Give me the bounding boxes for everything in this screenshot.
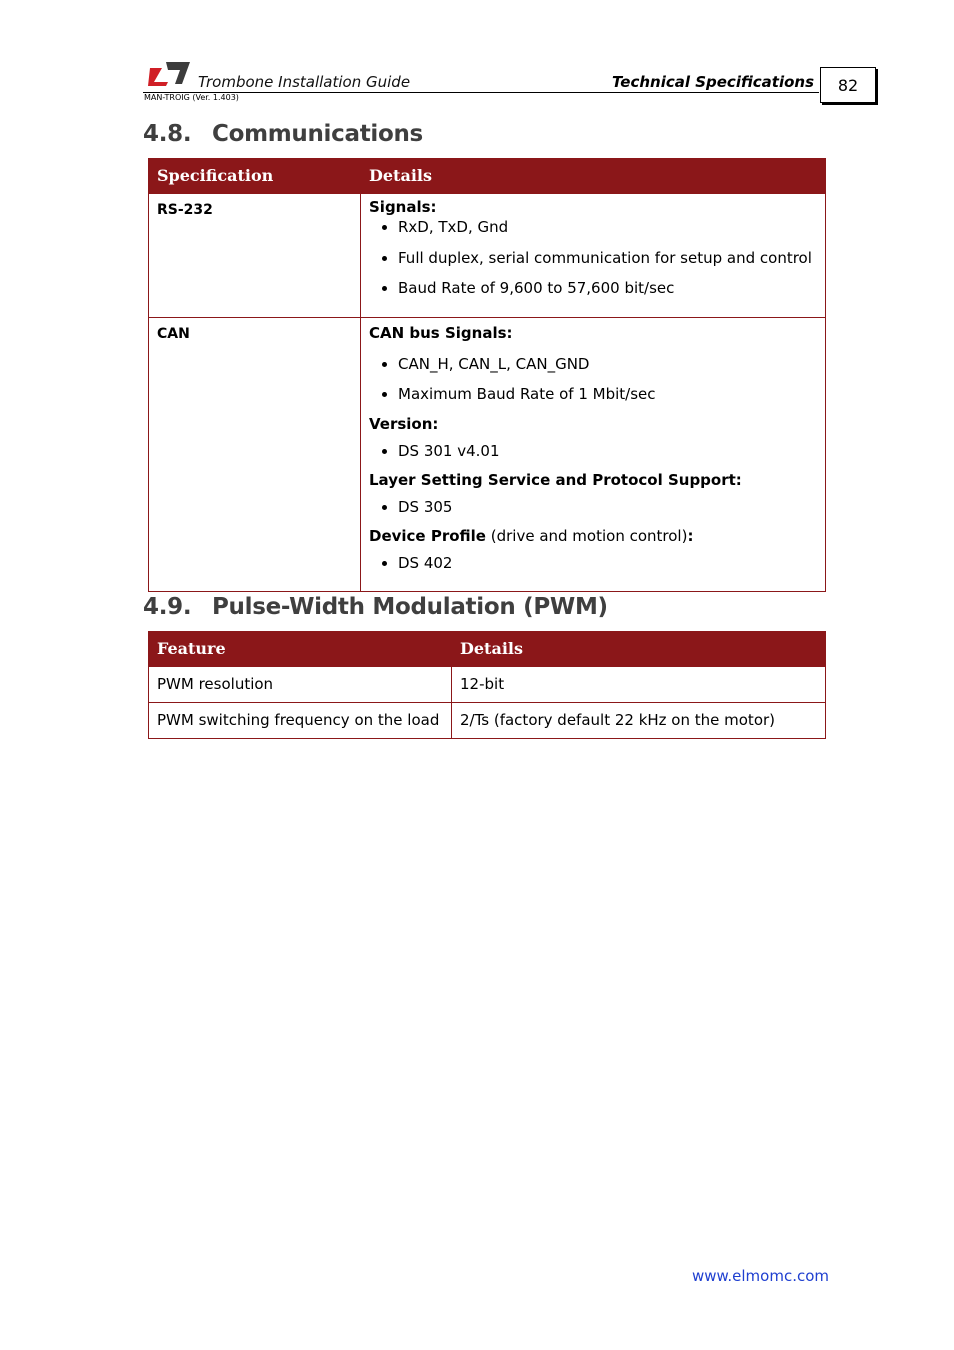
heading-pwm [143,594,608,620]
table-row [149,317,826,591]
signals-label: Signals: [369,197,437,216]
feature-cell: PWM resolution [149,666,452,702]
profile-note: (drive and motion control) [485,526,688,545]
header-divider [143,92,819,93]
version-label: Version: [369,414,439,433]
table-header-row [149,158,826,193]
document-title: Trombone Installation Guide [198,73,411,91]
profile-label-line [369,525,817,547]
can-signals-list [369,353,817,405]
list-item: • RxD, TxD, Gnd [398,216,817,238]
profile-colon: : [687,526,694,545]
details-cell: 2/Ts (factory default 22 kHz on the motor) [452,702,826,738]
lss-label: Layer Setting Service and Protocol Support: [369,470,742,489]
pwm-table [148,631,826,739]
feature-cell: PWM switching frequency on the load [149,702,452,738]
profile-list [369,552,817,574]
heading-number: 4.9. [143,594,192,620]
details-can [361,317,826,591]
page-number: 82 [820,67,876,103]
lss-list [369,496,817,518]
list-item: • Full duplex, serial communication for setup and control [398,247,817,269]
table-row [149,666,826,702]
heading-text: Pulse-Width Modulation (PWM) [212,594,608,620]
heading-communications [143,121,423,147]
table-row [149,702,826,738]
column-header-specification: Specification [149,158,361,193]
list-item: • CAN_H, CAN_L, CAN_GND [398,353,817,375]
communications-table [148,158,826,592]
elmo-logo-icon [148,58,190,88]
spec-can: CAN [149,317,361,591]
heading-text: Communications [212,121,423,147]
list-item: • Maximum Baud Rate of 1 Mbit/sec [398,383,817,405]
table-row [149,193,826,317]
document-version: MAN-TROIG (Ver. 1.403) [144,93,239,102]
profile-label: Device Profile [369,526,486,545]
version-list [369,440,817,462]
list-item: • DS 305 [398,496,817,518]
list-item: • Baud Rate of 9,600 to 57,600 bit/sec [398,277,817,299]
spec-rs232: RS-232 [149,193,361,317]
column-header-details: Details [452,631,826,666]
rs232-list [369,216,817,299]
footer-website-link[interactable]: www.elmomc.com [691,1267,829,1285]
list-item: • DS 402 [398,552,817,574]
details-cell: 12-bit [452,666,826,702]
details-rs232 [361,193,826,317]
column-header-details: Details [361,158,826,193]
list-item: • DS 301 v4.01 [398,440,817,462]
table-header-row [149,631,826,666]
can-signals-label: CAN bus Signals: [369,323,513,342]
header-section-title: Technical Specifications [611,73,814,91]
column-header-feature: Feature [149,631,452,666]
heading-number: 4.8. [143,121,192,147]
